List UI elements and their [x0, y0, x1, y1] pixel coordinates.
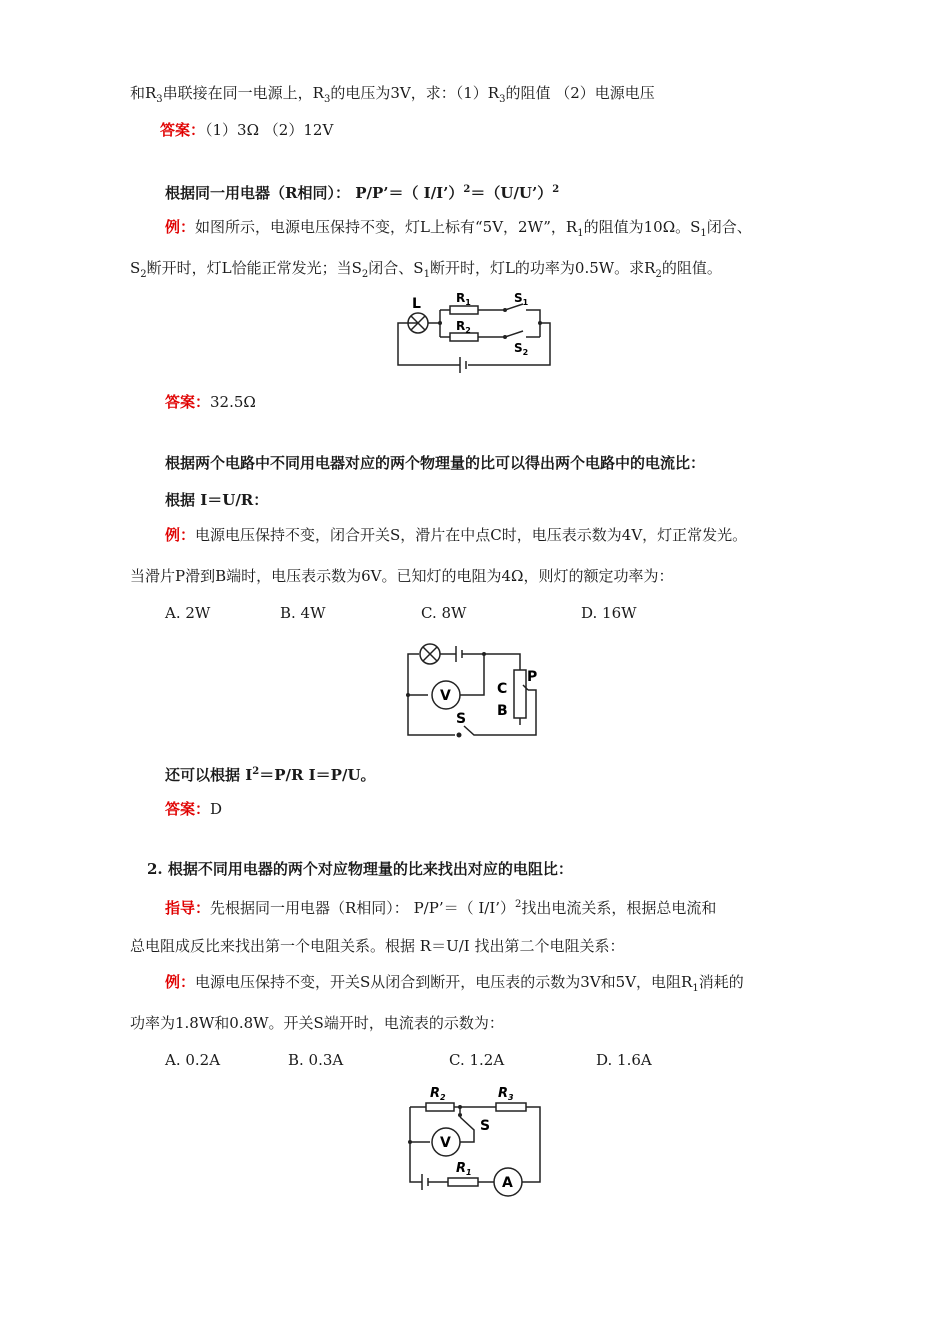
example-label: 例： [165, 218, 196, 236]
subscript: 2 [655, 269, 662, 280]
guide-label: 指导： [165, 899, 211, 917]
rule-heading: 根据两个电路中不同用电器对应的两个物理量的比可以得出两个电路中的电流比： [165, 454, 706, 472]
text-segment: 闭合、S [368, 259, 424, 277]
r1-sub: 1 [465, 298, 471, 307]
r3-letter: R [498, 1086, 509, 1101]
option-c: C. 8W [421, 604, 467, 622]
superscript: 2 [515, 899, 522, 910]
slider-p-label: P [527, 669, 538, 685]
subscript: 1 [423, 269, 430, 280]
r2-label [456, 319, 471, 335]
text-segment: 还可以根据 I [165, 766, 253, 784]
answer-line [165, 799, 222, 819]
text-segment: 如图所示，电源电压保持不变，灯L上标有“5V，2W”，R [195, 218, 578, 236]
answer-line [165, 392, 256, 412]
subscript: 3 [323, 94, 331, 105]
example-line: 当滑片P滑到B端时，电压表示数为6V。已知灯的电阻为4Ω，则灯的额定功率为： [130, 567, 674, 585]
rule-heading [165, 180, 559, 203]
lamp-label: L [412, 296, 421, 312]
subscript: 1 [692, 983, 699, 994]
r1-letter: R [456, 1161, 467, 1176]
example-line [165, 217, 752, 244]
r2-letter: R [456, 319, 466, 333]
answer-label: 答案： [165, 393, 211, 411]
rule-heading: 根据 I＝U/R： [165, 491, 269, 509]
text-segment: 找出电流关系，根据总电流和 [521, 899, 717, 917]
example-line [165, 972, 744, 999]
voltmeter-label: V [440, 688, 451, 704]
r2-label [430, 1086, 446, 1102]
subscript: 1 [700, 228, 707, 239]
text-segment: 闭合、 [706, 218, 752, 236]
example-line [165, 525, 747, 545]
s1-sub: 1 [522, 298, 529, 307]
section-heading: 2. 根据不同用电器的两个对应物理量的比来找出对应的电阻比： [147, 860, 573, 878]
r1-label [456, 291, 471, 307]
superscript: 2 [552, 184, 560, 195]
text-segment: 电源电压保持不变，闭合开关S，滑片在中点C时，电压表示数为4V，灯正常发光。 [195, 526, 748, 544]
r2-sub: 2 [465, 326, 471, 335]
text-segment: 断开时，灯L恰能正常发光；当S [146, 259, 362, 277]
slider-c-label: C [497, 681, 508, 697]
text-segment: S [130, 259, 141, 277]
r2-letter: R [430, 1086, 441, 1101]
text-segment: ＝P/R I＝P/U。 [259, 766, 376, 784]
s2-sub: 2 [522, 348, 529, 357]
slider-b-label: B [497, 703, 508, 719]
switch-label: S [480, 1118, 491, 1134]
text-segment: 根据同一用电器（R相同）： P/P’＝（ I/I’） [165, 184, 464, 202]
option-d: D. 16W [581, 604, 637, 622]
r3-sub: 3 [508, 1093, 514, 1102]
switch-label: S [456, 711, 467, 727]
superscript: 2 [463, 184, 471, 195]
problem-text-line [130, 83, 655, 110]
answer-label: 答案： [165, 800, 211, 818]
subscript: 3 [499, 94, 506, 105]
subscript: 3 [156, 94, 163, 105]
answer-label: 答案： [160, 121, 206, 139]
rule-heading [165, 762, 376, 785]
subscript: 1 [577, 228, 584, 239]
example-line [130, 258, 722, 285]
guide-line [165, 895, 716, 918]
text-segment: 的电压为3V，求：（1）R [330, 84, 500, 102]
example-label: 例： [165, 973, 196, 991]
option-b: B. 0.3A [288, 1051, 344, 1069]
r1-letter: R [456, 291, 466, 305]
circuit-diagram-2 [400, 640, 550, 744]
circuit-diagram-1 [390, 290, 560, 379]
guide-line: 总电阻成反比来找出第一个电阻关系。根据 R＝U/I 找出第二个电阻关系： [130, 937, 625, 955]
example-label: 例： [165, 526, 196, 544]
r2-sub: 2 [440, 1093, 446, 1102]
text-segment: 串联接在同一电源上，R [162, 84, 324, 102]
s1-label [514, 291, 529, 307]
answer-text: （1）3Ω （2）12V [205, 121, 334, 139]
option-a: A. 2W [165, 604, 211, 622]
s2-letter: S [514, 341, 523, 355]
option-d: D. 1.6A [596, 1051, 652, 1069]
text-segment: 和R [130, 84, 157, 102]
r3-label [498, 1086, 514, 1102]
option-b: B. 4W [280, 604, 326, 622]
voltmeter-label: V [440, 1135, 451, 1151]
r1-sub: 1 [466, 1168, 472, 1177]
option-c: C. 1.2A [449, 1051, 505, 1069]
text-segment: 电源电压保持不变，开关S从闭合到断开，电压表的示数为3V和5V，电阻R [195, 973, 693, 991]
answer-line [160, 120, 333, 140]
subscript: 2 [140, 269, 147, 280]
superscript: 2 [252, 766, 260, 777]
r1-label [456, 1161, 472, 1177]
text-segment: 的阻值 （2）电源电压 [505, 84, 655, 102]
s1-letter: S [514, 291, 523, 305]
answer-text: 32.5Ω [210, 393, 256, 411]
subscript: 2 [361, 269, 369, 280]
ammeter-label: A [502, 1175, 513, 1191]
example-line: 功率为1.8W和0.8W。开关S端开时，电流表的示数为： [130, 1014, 504, 1032]
text-segment: 先根据同一用电器（R相同）： P/P’＝（ I/I’） [210, 899, 516, 917]
text-segment: 的阻值。 [661, 259, 722, 277]
answer-text: D [210, 800, 223, 818]
text-segment: 的阻值为10Ω。S [583, 218, 701, 236]
s2-label [514, 341, 528, 357]
option-a: A. 0.2A [165, 1051, 221, 1069]
text-segment: 断开时，灯L的功率为0.5W。求R [429, 259, 656, 277]
text-segment: ＝（U/U’） [470, 184, 553, 202]
circuit-diagram-3 [400, 1082, 550, 1204]
text-segment: 消耗的 [698, 973, 744, 991]
